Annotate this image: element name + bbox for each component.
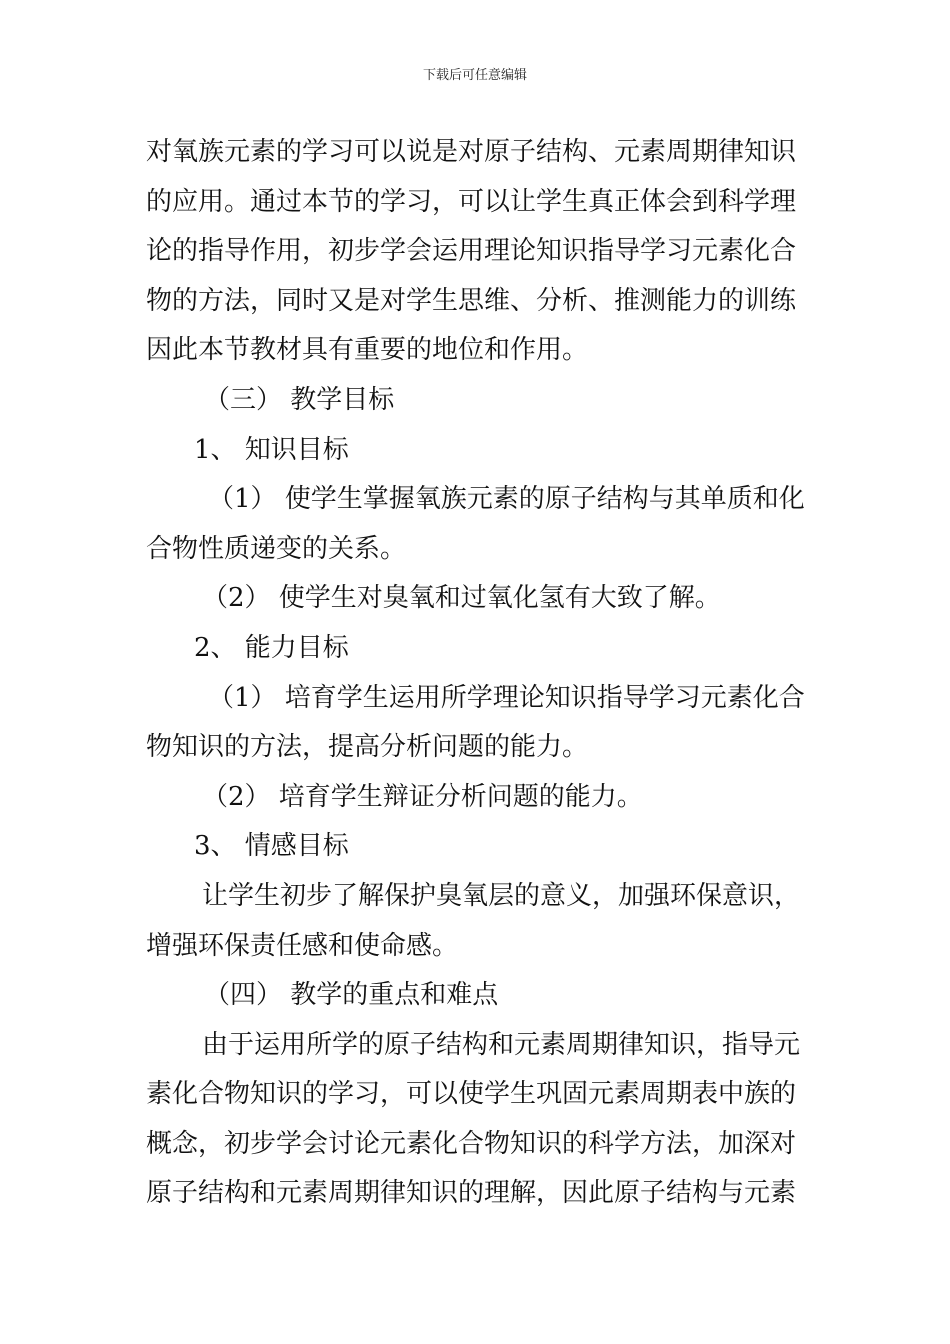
ability-goal-item-2: （2） 培育学生辩证分析问题的能力。 bbox=[202, 781, 643, 812]
knowledge-goal-item-1 bbox=[146, 475, 806, 574]
section-4-line-1: 由于运用所学的原子结构和元素周期律知识，指导元 bbox=[202, 1029, 801, 1060]
emotion-goal-line-1: 让学生初步了解保护臭氧层的意义，加强环保意识， bbox=[202, 880, 801, 911]
ability-goal-item-1-line-2: 物知识的方法，提高分析问题的能力。 bbox=[146, 732, 589, 763]
section-4-line-4: 原子结构和元素周期律知识的理解，因此原子结构与元素 bbox=[146, 1178, 797, 1209]
intro-line-1: 对氧族元素的学习可以说是对原子结构、元素周期律知识 bbox=[146, 137, 797, 167]
intro-line-3: 论的指导作用，初步学会运用理论知识指导学习元素化合 bbox=[146, 236, 797, 267]
ability-goal-item-1 bbox=[146, 674, 806, 773]
section-4-line-3: 概念，初步学会讨论元素化合物知识的科学方法，加深对 bbox=[146, 1128, 797, 1159]
intro-line-4: 物的方法，同时又是对学生思维、分析、推测能力的训练 bbox=[146, 285, 797, 316]
section-3-heading: （三） 教学目标 bbox=[204, 384, 395, 415]
document-body bbox=[146, 128, 806, 1219]
ability-goal-item-1-line-1: （1） 培育学生运用所学理论知识指导学习元素化合 bbox=[208, 682, 805, 713]
intro-line-5: 因此本节教材具有重要的地位和作用。 bbox=[146, 335, 589, 366]
emotion-goal-line-2: 增强环保责任感和使命感。 bbox=[146, 930, 459, 961]
section-4-line-2: 素化合物知识的学习，可以使学生巩固元素周期表中族的 bbox=[146, 1079, 797, 1110]
knowledge-goal-item-1-line-1: （1） 使学生掌握氧族元素的原子结构与其单质和化 bbox=[208, 484, 805, 515]
page-header: 下载后可任意编辑 bbox=[422, 68, 527, 83]
knowledge-goal-heading: 1、 知识目标 bbox=[194, 434, 349, 465]
emotion-goal-paragraph bbox=[146, 872, 806, 971]
section-4-paragraph bbox=[146, 1021, 806, 1219]
section-4-heading: （四） 教学的重点和难点 bbox=[204, 980, 499, 1011]
intro-line-2: 的应用。通过本节的学习，可以让学生真正体会到科学理 bbox=[146, 186, 797, 217]
ability-goal-heading: 2、 能力目标 bbox=[194, 632, 349, 663]
emotion-goal-heading: 3、 情感目标 bbox=[194, 831, 349, 862]
intro-paragraph bbox=[146, 128, 806, 376]
knowledge-goal-item-2: （2） 使学生对臭氧和过氧化氢有大致了解。 bbox=[202, 583, 721, 614]
knowledge-goal-item-1-line-2: 合物性质递变的关系。 bbox=[146, 533, 407, 564]
